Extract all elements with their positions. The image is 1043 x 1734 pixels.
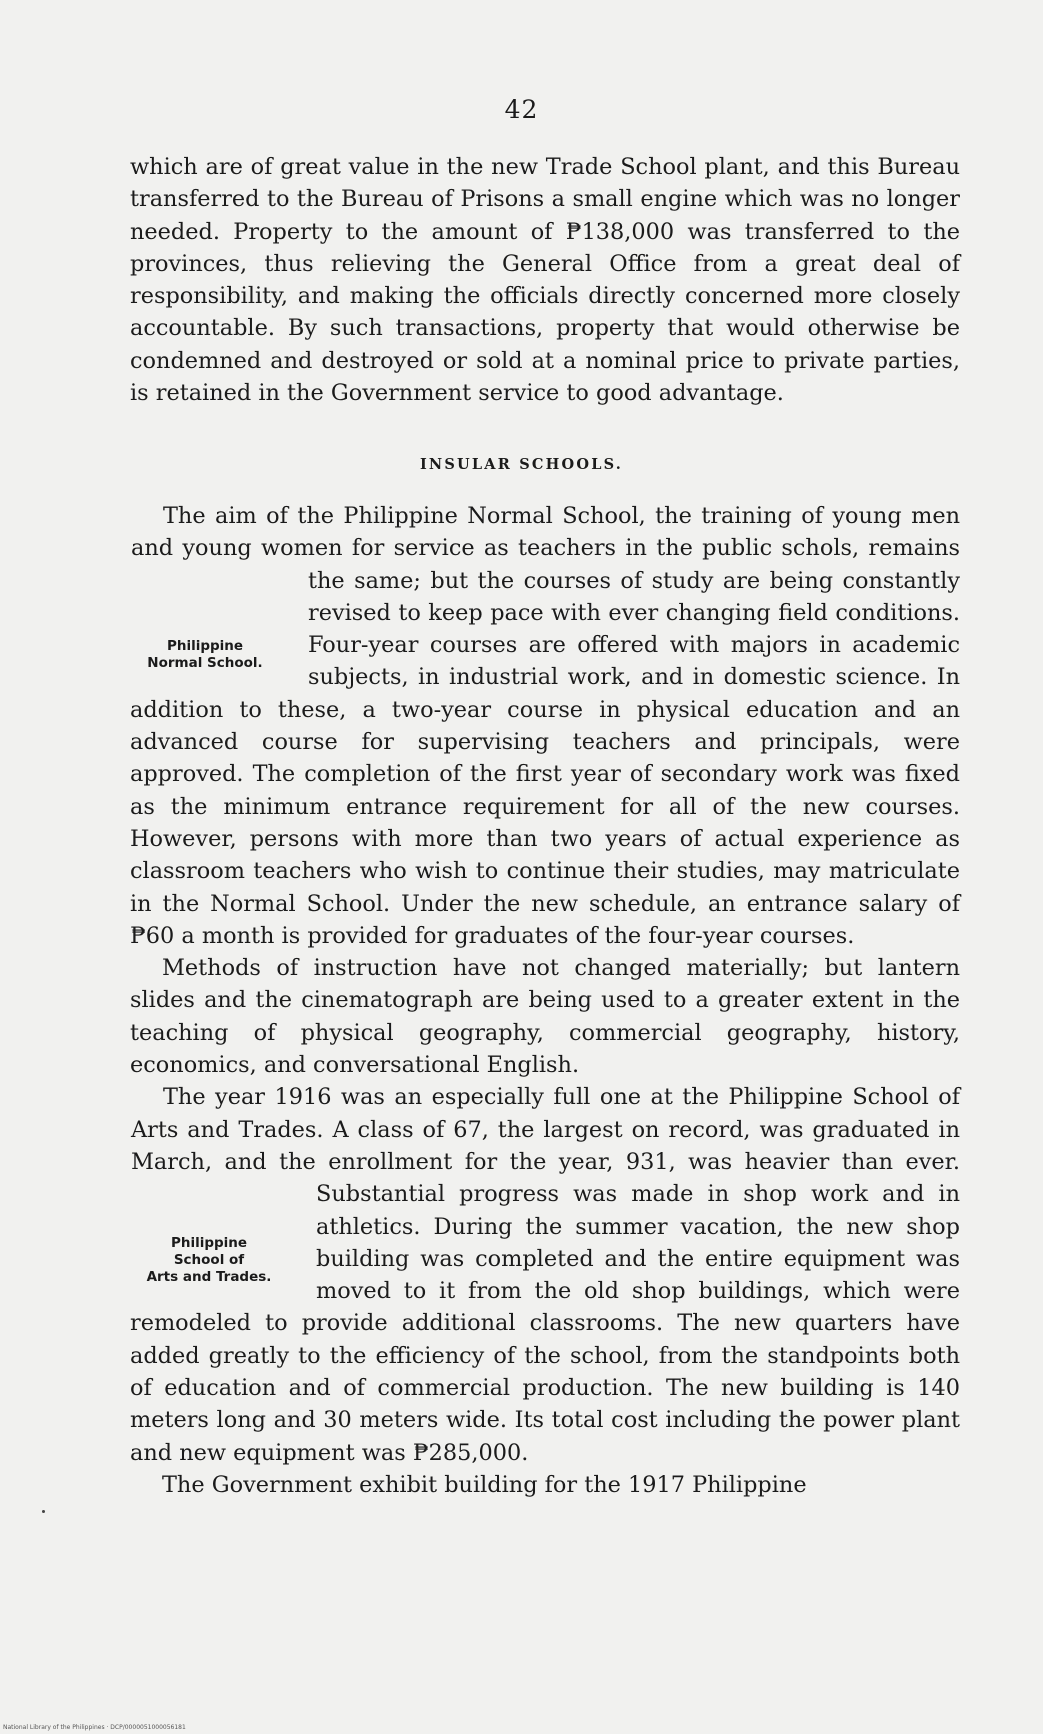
paragraph-property-transfer: which are of great value in the new Trade School plant, and this Bureau transferred to the Bureau of Prisons a small engine which was no longer needed. Property to the amount of ₱138,000 was transferred to the provinces, thus relieving the General Office from a great deal of responsibility, and making the officials directly concerned more closely accountable. By such transactions, property that would otherwise be condemned and destroyed or sold at a nominal price to private parties, is retained in the Government service to good advantage. [130,154,960,407]
side-note-normal-school [114,638,296,672]
side-note-line: Normal School. [147,655,263,671]
paragraph-exhibit-building: The Government exhibit building for the 1917 Philippine [162,1471,807,1498]
side-note-line: Philippine [170,1235,248,1252]
paragraph-instruction-methods: Methods of instruction have not changed materially; but lantern slides and the cinematograph are being used to a greater extent in the teaching of physical geography, commercial geography, history, economics, and conversational English. [130,955,960,1079]
insular-schools-section [130,500,960,1501]
side-note-line: Philippine [166,638,244,654]
print-speck [42,1510,45,1513]
page-number: 42 [504,95,539,124]
footer-credit: National Library of the Philippines · DCP/0000051000056181 [3,1724,186,1731]
paragraph-arts-trades: The year 1916 was an especially full one at the Philippine School of Arts and Trades. A class of 67, the largest on record, was graduated in March, and the enrollment for the year, 931, was heavier than ever. Substantial progress was made in shop work and in athletics. During the summer vacation, the new shop building was completed and the entire equipment was moved to it from the old shop buildings, which were remodeled to provide additional classrooms. The new quarters have added greatly to the efficiency of the school, from the standpoints both of education and of commercial production. The new building is 140 meters long and 30 meters wide. Its total cost including the power plant and new equipment was ₱285,000. [130,1084,960,1466]
section-heading: INSULAR SCHOOLS. [419,456,624,473]
side-note-line: Arts and Trades. [146,1269,272,1286]
side-note-arts-trades [114,1235,304,1286]
side-note-line: School of [173,1252,245,1269]
paragraph-normal-school: The aim of the Philippine Normal School, the training of young men and young women for service as teachers in the public schols, remains the same; but the courses of study are being constantly revised to keep pace with ever changing field conditions. Four-year courses are offered with majors in academic subjects, in industrial work, and in domestic science. In addition to these, a two-year course in physical education and an advanced course for supervising teachers and principals, were approved. The completion of the first year of secondary work was fixed as the minimum entrance requirement for all of the new courses. However, persons with more than two years of actual experience as classroom teachers who wish to continue their studies, may matriculate in the Normal School. Under the new schedule, an entrance salary of ₱60 a month is provided for graduates of the four-year courses. [130,503,960,949]
opening-paragraph-block [130,151,960,409]
